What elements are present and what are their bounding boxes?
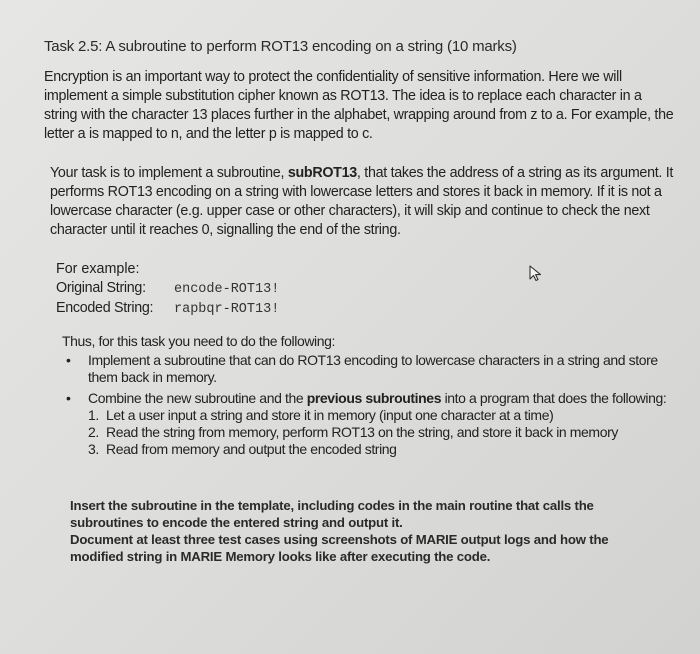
intro-paragraph: Encryption is an important way to protect the confidentiality of sensitive information. Here we will implement a simple substitution cipher known as ROT13. The idea is to replace each character in a string with the character 13 places further in the alphabet, wrapping around from z to a. For example, the letter a is mapped to n, and the letter p is mapped to c. bbox=[44, 69, 674, 142]
task-paragraph bbox=[50, 164, 675, 240]
bullet-text-1: Combine the new subroutine and the bbox=[88, 390, 307, 406]
bullet-text: Implement a subroutine that can do ROT13 encoding to lowercase characters in a string and store them back in memory. bbox=[88, 352, 658, 385]
example-intro: For example: bbox=[56, 261, 140, 277]
bullet-icon: • bbox=[66, 390, 71, 406]
instruction-line-2: Document at least three test cases using screenshots of MARIE output logs and how the modified string in MARIE Memory looks like after executing the code. bbox=[70, 532, 609, 564]
encoded-string-row bbox=[56, 299, 279, 319]
task-paragraph-text-2: , that takes the address of a string as its argument. It performs ROT13 encoding on a string with lowercase letters and stores it back in memory. If it is not a lowercase character (e.g. upper case or other characters), it will skip and continue to check the next character until it reaches 0, signalling the end of the string. bbox=[50, 165, 674, 238]
step-item bbox=[88, 407, 672, 424]
encoded-string-label: Encoded String: bbox=[56, 300, 154, 316]
task-list-section bbox=[62, 333, 672, 462]
original-string-row bbox=[56, 279, 279, 299]
step-text: Read the string from memory, perform ROT13 on the string, and store it back in memory bbox=[106, 424, 618, 440]
bullet-text-2: into a program that does the following: bbox=[441, 390, 667, 406]
step-item bbox=[88, 424, 672, 441]
step-text: Read from memory and output the encoded string bbox=[106, 441, 397, 457]
example-block bbox=[56, 260, 279, 319]
mouse-pointer-icon bbox=[527, 264, 545, 282]
original-string-label: Original String: bbox=[56, 280, 146, 296]
submission-instructions bbox=[70, 497, 650, 565]
encoded-string-value: rapbqr-ROT13! bbox=[174, 302, 280, 317]
original-string-value: encode-ROT13! bbox=[174, 282, 280, 297]
step-item bbox=[88, 441, 672, 458]
bullet-bold-text: previous subroutines bbox=[306, 390, 442, 406]
task-paragraph-text-1: Your task is to implement a subroutine, bbox=[50, 165, 288, 181]
numbered-steps bbox=[88, 407, 672, 458]
task-heading: Task 2.5: A subroutine to perform ROT13 encoding on a string (10 marks) bbox=[44, 38, 517, 55]
list-item bbox=[62, 352, 672, 386]
step-text: Let a user input a string and store it in memory (input one character at a time) bbox=[106, 407, 554, 423]
instruction-line-1: Insert the subroutine in the template, including codes in the main routine that calls the subroutines to encode the entered string and output it. bbox=[70, 498, 594, 530]
task-list-intro: Thus, for this task you need to do the following: bbox=[62, 333, 336, 349]
subroutine-name: subROT13 bbox=[287, 165, 357, 181]
step-number: 3. bbox=[88, 441, 99, 457]
bullet-icon: • bbox=[66, 352, 71, 368]
step-number: 2. bbox=[88, 424, 99, 440]
list-item bbox=[62, 390, 672, 458]
step-number: 1. bbox=[88, 407, 99, 423]
